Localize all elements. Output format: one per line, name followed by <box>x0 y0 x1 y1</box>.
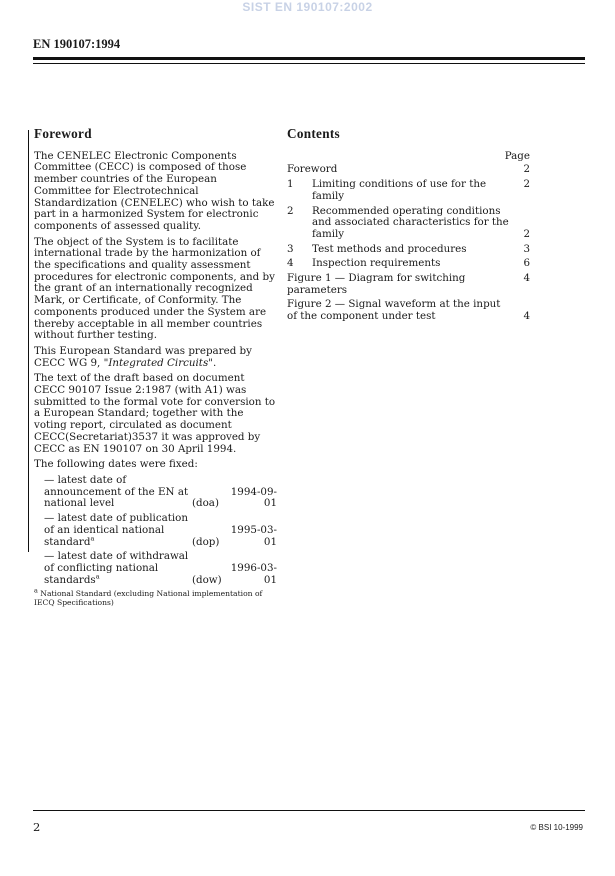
contents-heading: Contents <box>287 126 340 141</box>
toc-title: Inspection requirements <box>312 257 441 270</box>
toc-entry-clause-4[interactable] <box>287 258 530 270</box>
toc-entry-clause-1[interactable] <box>287 179 530 202</box>
page-number: 2 <box>33 820 41 834</box>
date-description: — latest date of announcement of the EN at national level <box>44 473 189 510</box>
change-bar <box>28 130 29 490</box>
copyright-notice: © BSI 10-1999 <box>530 823 583 832</box>
dates-list <box>34 475 277 586</box>
date-code: (doa) <box>192 497 219 510</box>
contents-section <box>287 128 530 326</box>
date-item <box>34 513 277 548</box>
date-code: (dow) <box>192 573 222 586</box>
footer-rule <box>33 810 585 811</box>
toc-page: 2 <box>523 227 530 240</box>
toc-page: 3 <box>523 242 530 255</box>
foreword-paragraph: The text of the draft based on document CECC 90107 Issue 2:1987 (with A1) was submitted to the formal vote for conversion to a European Standard; together with the voting report, circulated as document CECC(Secretariat)3537 it was approved by CECC as EN 190107 on 30 April 1994. <box>34 372 276 455</box>
foreword-paragraph: The object of the System is to facilitate international trade by the harmonization of the specifications and quality assessment procedures for electronic components, and by the grant of an internationally recognized Mark, or Certificate, of Conformity. The components produced under the System are thereby acceptable in all member countries without further testing. <box>34 235 275 342</box>
toc-entry-clause-2[interactable] <box>287 206 530 241</box>
toc-entry-figure-1[interactable] <box>287 273 530 296</box>
toc-number: 3 <box>287 242 294 255</box>
toc-page: 4 <box>523 310 530 323</box>
foreword-paragraph: The CENELEC Electronic Components Committee (CECC) is composed of those member countries of the European Committee for Electrotechnical Standardization (CENELEC) who wish to take part in a harmonized System for electronic components of assessed quality. <box>34 149 275 232</box>
change-bar <box>28 448 29 552</box>
toc-entry-clause-3[interactable] <box>287 244 530 256</box>
watermark: SIST EN 190107:2002 <box>242 0 373 14</box>
toc-number: 2 <box>287 204 294 217</box>
page-column-label: Page <box>504 149 530 162</box>
toc-title: Recommended operating conditions and associated characteristics for the family <box>312 204 509 240</box>
date-value: 1994-09-01 <box>230 485 277 510</box>
toc-title: Figure 1 — Diagram for switching parameters <box>287 272 466 296</box>
footnote: $^a$ National Standard (excluding National implementation of IECQ Specifications) <box>34 586 263 608</box>
date-value: 1996-03-01 <box>230 561 277 586</box>
foreword-paragraph: The following dates were fixed: <box>34 458 198 471</box>
toc-title: Limiting conditions of use for the family <box>312 178 487 202</box>
toc-title: Test methods and procedures <box>312 242 467 255</box>
foreword-prepared-by <box>34 346 277 369</box>
header-rule-thin <box>33 63 585 64</box>
toc-page: 2 <box>523 178 530 191</box>
standard-reference: EN 190107:1994 <box>33 37 121 51</box>
foreword-heading: Foreword <box>34 126 92 141</box>
toc-page: 2 <box>523 163 530 176</box>
header-rule-thick <box>33 57 585 60</box>
toc-title: Figure 2 — Signal waveform at the input of the component under test <box>287 298 501 323</box>
toc-entry-figure-2[interactable] <box>287 299 530 322</box>
date-description: — latest date of withdrawal of conflicting national standards$^a$ <box>44 550 189 586</box>
toc-title: Foreword <box>287 163 338 176</box>
date-code: (dop) <box>192 535 220 548</box>
foreword-section <box>34 128 277 607</box>
toc-number: 4 <box>287 257 294 270</box>
toc-entry-foreword[interactable] <box>287 164 530 176</box>
toc-number: 1 <box>287 178 294 191</box>
prepared-by-suffix: . <box>212 356 217 369</box>
date-item <box>34 551 277 586</box>
date-description: — latest date of publication of an identical national standard$^a$ <box>44 512 189 548</box>
toc-page: 4 <box>523 272 530 285</box>
prepared-by-prefix: This European Standard was prepared by CECC WG 9, <box>34 344 252 369</box>
toc-page: 6 <box>523 257 530 270</box>
prepared-by-title: "Integrated Circuits" <box>103 356 213 369</box>
date-value: 1995-03-01 <box>230 523 277 548</box>
date-item <box>34 475 277 510</box>
